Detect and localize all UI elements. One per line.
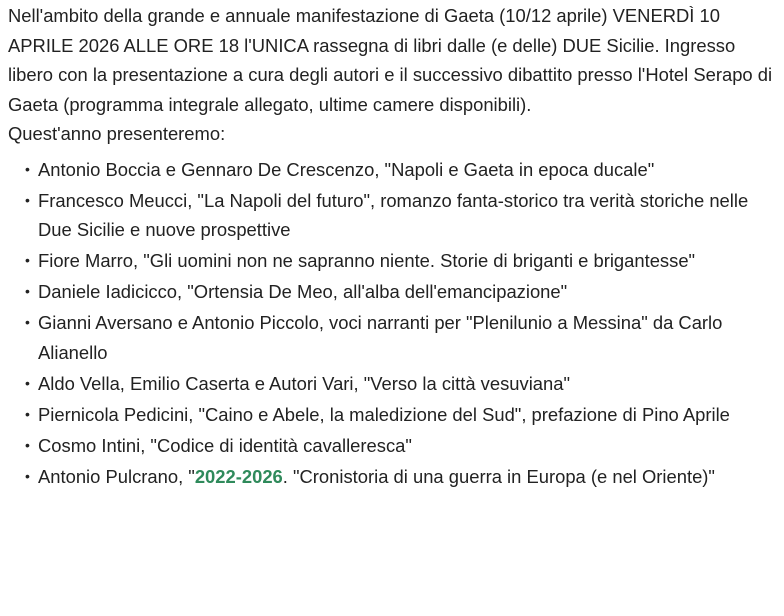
list-item bbox=[8, 308, 776, 367]
bullet-icon: • bbox=[25, 283, 30, 299]
list-item bbox=[8, 246, 776, 276]
list-item-text: Cosmo Intini, "Codice di identità cavalleresca" bbox=[38, 434, 412, 456]
highlighted-years: 2022-2026 bbox=[194, 465, 283, 487]
list-item-text: Antonio Boccia e Gennaro De Crescenzo, "Napoli e Gaeta in epoca ducale" bbox=[38, 158, 655, 180]
article-body bbox=[0, 1, 784, 491]
list-item bbox=[8, 155, 776, 185]
bullet-icon: • bbox=[25, 467, 30, 484]
bullet-icon: • bbox=[25, 374, 30, 391]
list-item bbox=[8, 277, 776, 307]
list-item-text: Gianni Aversano e Antonio Piccolo, voci narranti per "Plenilunio a Messina" da Carlo Alianello bbox=[38, 312, 723, 363]
list-item bbox=[8, 431, 776, 461]
list-item-text: Fiore Marro, "Gli uomini non ne sapranno niente. Storie di briganti e brigantesse" bbox=[38, 250, 696, 271]
bullet-icon: • bbox=[25, 252, 30, 268]
bullet-icon: • bbox=[25, 405, 30, 422]
intro bbox=[8, 1, 776, 149]
bullet-icon: • bbox=[25, 160, 30, 177]
list-item-text: Francesco Meucci, "La Napoli del futuro", romanzo fanta-storico tra verità storiche nelle Due Sicilie e nuove prospettive bbox=[38, 189, 749, 240]
bullet-icon: • bbox=[25, 436, 30, 453]
list-item-text-after: . "Cronistoria di una guerra in Europa (e nel Oriente)" bbox=[282, 465, 715, 487]
list-item-text: Piernicola Pedicini, "Caino e Abele, la maledizione del Sud", prefazione di Pino Aprile bbox=[38, 403, 730, 425]
list-item bbox=[8, 186, 776, 245]
list-item bbox=[8, 400, 776, 430]
list-item-text: Daniele Iadicicco, "Ortensia De Meo, all'alba dell'emancipazione" bbox=[38, 281, 568, 302]
list-item bbox=[8, 369, 776, 399]
intro-lead: Quest'anno presenteremo: bbox=[8, 123, 226, 144]
bullet-icon: • bbox=[25, 191, 30, 208]
intro-paragraph: Nell'ambito della grande e annuale manifestazione di Gaeta (10/12 aprile) VENERDÌ 10 APRILE 2026 ALLE ORE 18 l'UNICA rassegna di libri dalle (e delle) DUE Sicilie. Ingresso libero con la presentazione a cura degli autori e il successivo dibattito presso l'Hotel Serapo di Gaeta (programma integrale allegato, ultime camere disponibili). bbox=[8, 5, 773, 115]
bullet-icon: • bbox=[25, 314, 30, 330]
list-item-last bbox=[8, 462, 776, 492]
event-list bbox=[8, 155, 776, 492]
list-item-text-before: Antonio Pulcrano, " bbox=[38, 465, 195, 487]
list-item-text: Aldo Vella, Emilio Caserta e Autori Vari, "Verso la città vesuviana" bbox=[38, 372, 570, 394]
